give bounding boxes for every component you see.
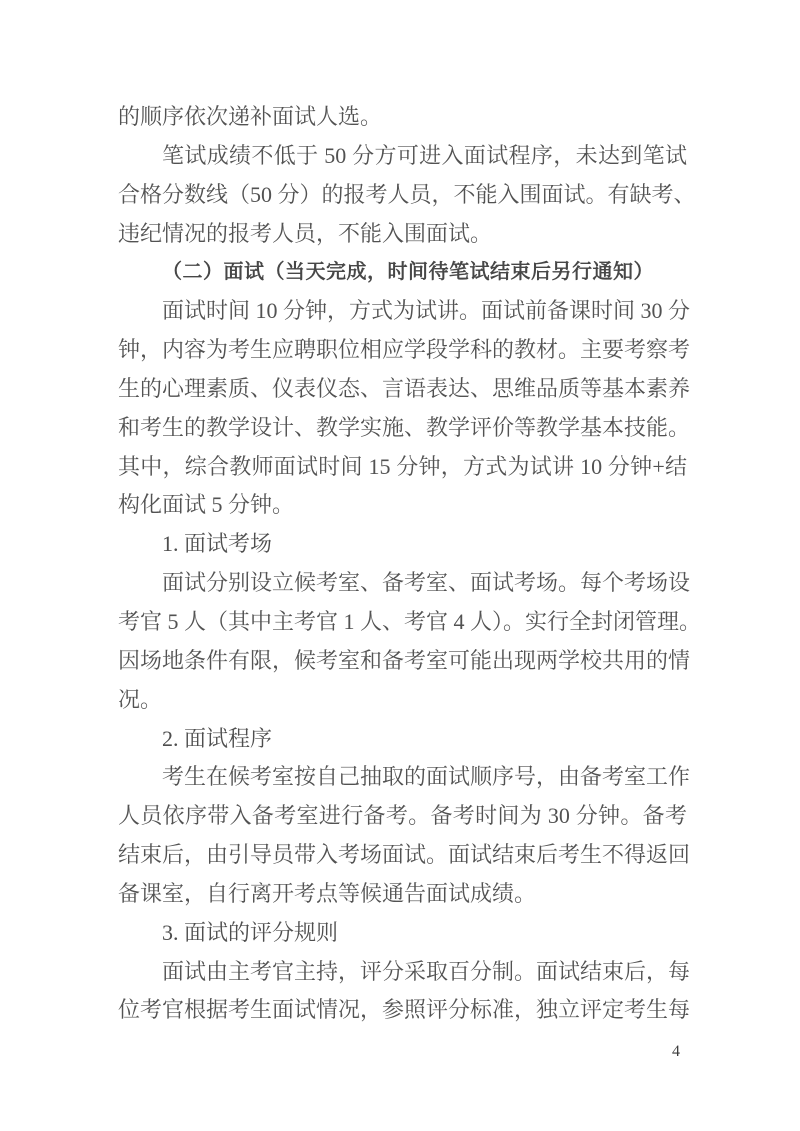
- text-line: 面试时间 10 分钟，方式为试讲。面试前备课时间 30 分: [162, 298, 691, 324]
- text-line: 考官 5 人（其中主考官 1 人、考官 4 人）。实行全封闭管理。: [118, 608, 702, 634]
- subsection-heading-procedure: 2. 面试程序: [162, 725, 273, 751]
- text-line: 的顺序依次递补面试人选。: [118, 104, 383, 129]
- text-line: 违纪情况的报考人员，不能入围面试。: [118, 220, 493, 246]
- document-body: [118, 98, 702, 1030]
- text-line: 和考生的教学设计、教学实施、教学评价等教学基本技能。: [118, 414, 691, 440]
- text-line: 况。: [118, 686, 163, 712]
- text-line: 笔试成绩不低于 50 分方可进入面试程序，未达到笔试: [162, 142, 687, 168]
- text-line: 构化面试 5 分钟。: [118, 492, 295, 518]
- text-line: 合格分数线（50 分）的报考人员，不能入围面试。有缺考、: [118, 181, 696, 207]
- text-line: 考生在候考室按自己抽取的面试顺序号，由备考室工作: [162, 764, 691, 790]
- page-number: 4: [672, 1043, 680, 1060]
- text-line: 备课室，自行离开考点等候通告面试成绩。: [118, 880, 537, 906]
- text-line: 钟，内容为考生应聘职位相应学段学科的教材。主要考察考: [118, 337, 691, 363]
- text-line: 位考官根据考生面试情况，参照评分标准，独立评定考生每: [118, 997, 691, 1023]
- text-line: 面试由主考官主持，评分采取百分制。面试结束后，每: [162, 958, 691, 984]
- text-line: 因场地条件有限，候考室和备考室可能出现两学校共用的情: [118, 647, 691, 673]
- section-heading-interview: （二）面试（当天完成，时间待笔试结束后另行通知）: [162, 261, 654, 284]
- text-line: 面试分别设立候考室、备考室、面试考场。每个考场设: [162, 570, 691, 596]
- text-line: 结束后，由引导员带入考场面试。面试结束后考生不得返回: [118, 842, 691, 868]
- text-line: 其中，综合教师面试时间 15 分钟，方式为试讲 10 分钟+结: [118, 453, 687, 479]
- text-line: 生的心理素质、仪表仪态、言语表达、思维品质等基本素养: [118, 375, 691, 401]
- text-line: 人员依序带入备考室进行备考。备考时间为 30 分钟。备考: [118, 803, 687, 829]
- subsection-heading-exam-room: 1. 面试考场: [162, 531, 273, 557]
- subsection-heading-scoring-rules: 3. 面试的评分规则: [162, 919, 339, 945]
